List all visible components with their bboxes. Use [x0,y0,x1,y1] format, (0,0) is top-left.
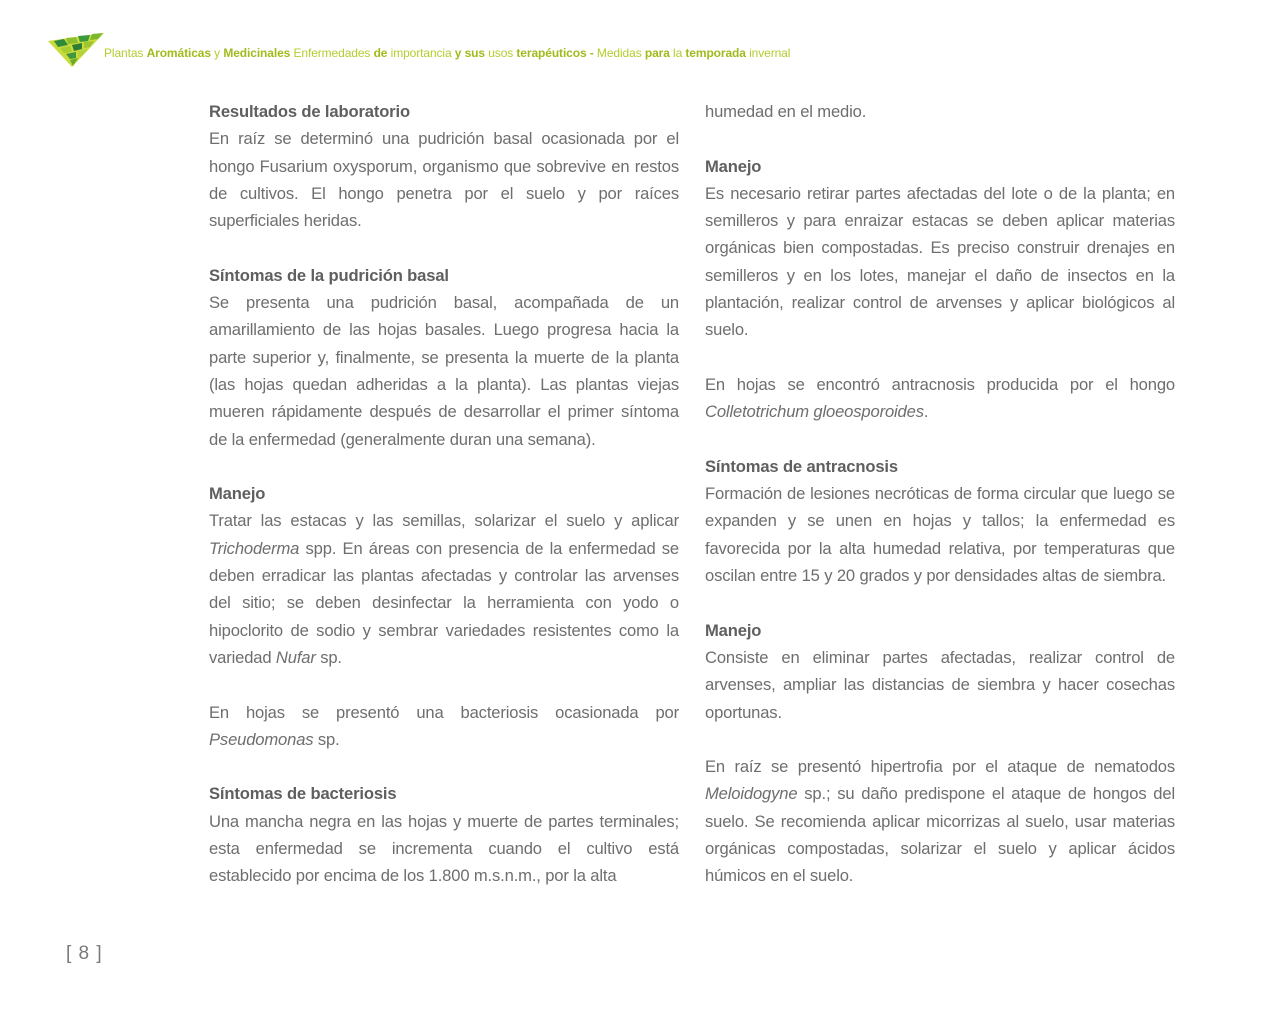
text-run: En raíz se determinó una pudrición basal ocasionada por el hongo Fusarium oxysporum, organismo que sobrevive en restos de cultivos. El hongo penetra por el suelo y por raíces superficiales heridas. [209,129,679,231]
right-column [705,98,1175,917]
text-run: Formación de lesiones necróticas de forma circular que luego se expanden y se unen en hojas y tallos; la enfermedad es favorecida por la alta humedad relativa, por temperaturas que oscilan entre 15 y 20 grados y por densidades altas de siembra. [705,484,1175,586]
text-run: En hojas se presentó una bacteriosis ocasionada por [209,702,679,722]
paragraph [705,371,1175,426]
section-heading: Manejo [705,620,762,640]
species-name: Pseudomonas [209,729,314,749]
header-segment: temporada [685,46,746,60]
paragraph [209,125,679,234]
section-heading: Síntomas de antracnosis [705,456,898,476]
text-block [209,98,679,234]
text-run: sp. [315,647,342,667]
paragraph [705,180,1175,344]
header-segment: importancia [387,46,455,60]
paragraph [705,644,1175,726]
header-segment: usos [484,46,517,60]
section-heading: Resultados de laboratorio [209,102,410,121]
header-segment: invernal [745,46,791,60]
text-run: sp.; su daño predispone el ataque de hongos del suelo. Se recomienda aplicar micorrizas al suelo, usar materias orgánicas compostadas, solarizar el suelo y aplicar ácidos húmicos en el suelo. [705,784,1175,886]
text-block [705,98,1175,125]
text-run: En raíz se presentó hipertrofia por el ataque de nematodos [705,757,1175,777]
paragraph [209,507,679,671]
text-run: humedad en el medio. [705,102,867,121]
species-name: Colletotrichum gloeosporoides [705,402,924,422]
text-run: spp. En áreas con presencia de la enfermedad se deben erradicar las plantas afectadas y controlar las arvenses del sitio; se deben desinfectar la herramienta con yodo o hipoclorito de sodio y sembrar variedades resistentes como la variedad [209,538,679,667]
header-segment: terapéuticos - [516,46,594,60]
text-run: Consiste en eliminar partes afectadas, realizar control de arvenses, ampliar las distancias de siembra y hacer cosechas oportunas. [705,647,1175,722]
text-block [705,753,1175,889]
text-block [705,617,1175,726]
header-segment: Aromáticas [146,46,211,60]
section-heading: Síntomas de la pudrición basal [209,265,449,285]
text-run: Es necesario retirar partes afectadas del lote o de la planta; en semilleros y para enraizar estacas se deben aplicar materias orgánicas bien compostadas. Es preciso construir drenajes en semilleros y en los lotes, manejar el daño de insectos en la plantación, realizar control de arvenses y aplicar biológicos al suelo. [705,183,1175,340]
page-number: [ 8 ] [66,943,103,964]
header-segment: y sus [454,46,485,60]
section-heading: Síntomas de bacteriosis [209,784,397,804]
paragraph [705,98,1175,125]
text-block [209,262,679,453]
paragraph [705,480,1175,589]
text-run: Tratar las estacas y las semillas, solarizar el suelo y aplicar [209,511,679,531]
text-run: Una mancha negra en las hojas y muerte de partes terminales; esta enfermedad se incrementa cuando el cultivo está establecido por encima de los 1.800 m.s.n.m., por la alta [209,811,679,886]
text-run: sp. [313,729,340,749]
section-heading: Manejo [209,484,266,504]
logo-icon [48,33,106,67]
text-block [705,453,1175,589]
paragraph [705,753,1175,889]
header-segment: Medidas [593,46,645,60]
text-run: . [923,402,929,422]
header-segment: y [210,46,224,60]
paragraph [209,699,679,754]
text-run: Se presenta una pudrición basal, acompañada de un amarillamiento de las hojas basales. Luego progresa hacia la parte superior y, finalmente, se presenta la muerte de la planta (las hojas quedan adheridas a la planta). Las plantas viejas mueren rápidamente después de desarrollar el primer síntoma de la enfermedad (generalmente duran una semana). [209,293,679,449]
left-column [209,98,679,917]
header-segment: la [669,46,686,60]
text-run: En hojas se encontró antracnosis producida por el hongo [705,374,1175,394]
header-segment: Medicinales [223,46,291,60]
text-block [209,780,679,889]
text-block [705,371,1175,426]
section-heading: Manejo [705,156,762,176]
header-segment: Enfermedades [290,46,374,60]
text-block [209,699,679,754]
paragraph [209,808,679,890]
text-block [209,480,679,671]
species-name: Meloidogyne [705,784,798,804]
paragraph [209,289,679,453]
header-segment: de [373,46,388,60]
text-block [705,153,1175,344]
header-segment: para [644,46,670,60]
header-segment: Plantas [104,46,147,60]
species-name: Nufar [275,647,316,667]
running-header [104,46,790,60]
species-name: Trichoderma [209,538,300,558]
